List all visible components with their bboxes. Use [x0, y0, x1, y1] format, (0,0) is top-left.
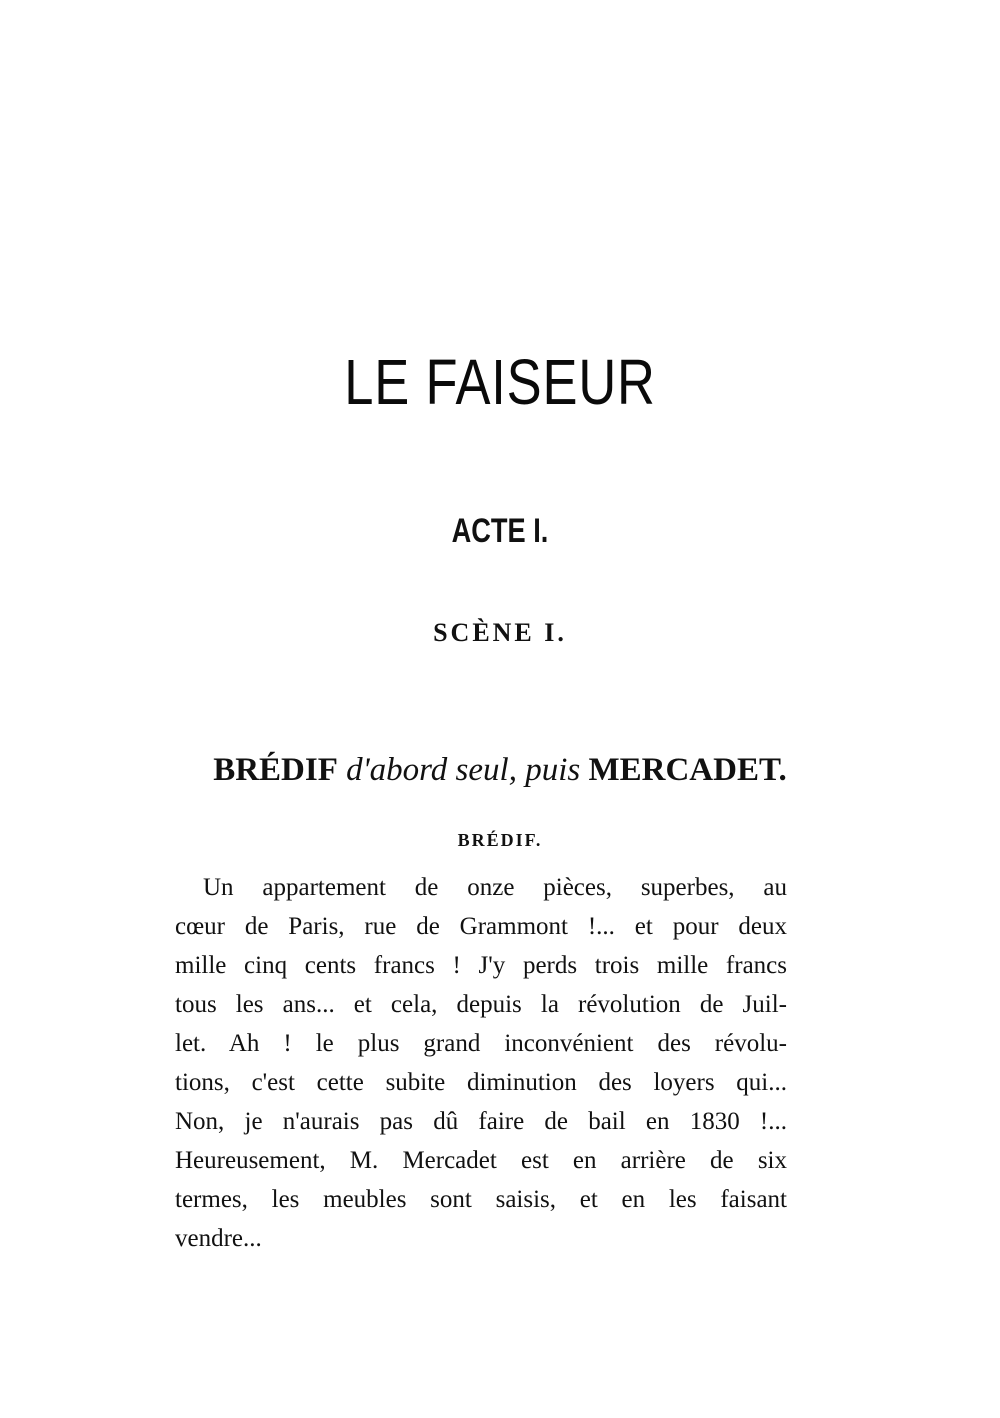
text-line: mille cinq cents francs ! J'y perds trois mille francs	[175, 952, 787, 979]
text-line: Non, je n'aurais pas dû faire de bail en 1830 !...	[175, 1108, 787, 1135]
play-title: LE FAISEUR	[344, 346, 656, 418]
cast-conjunction: puis	[525, 752, 581, 788]
dialogue-text	[175, 868, 787, 1258]
text-line: Heureusement, M. Mercadet est en arrière de six	[175, 1147, 787, 1174]
text-line: tous les ans... et cela, depuis la révolution de Juil-	[175, 991, 787, 1018]
scene-heading: SCÈNE I.	[433, 618, 567, 647]
cast-stage-direction: d'abord seul,	[346, 752, 517, 788]
text-line: cœur de Paris, rue de Grammont !... et pour deux	[175, 913, 787, 940]
cast-line	[0, 752, 1000, 789]
cast-name-bredif: BRÉDIF	[213, 752, 338, 788]
text-line: vendre...	[175, 1225, 262, 1252]
act-heading: ACTE I.	[451, 512, 549, 550]
speaker-label: BRÉDIF.	[457, 830, 543, 850]
cast-name-mercadet: MERCADET.	[588, 752, 787, 788]
text-line: Un appartement de onze pièces, superbes, au	[203, 874, 787, 901]
text-line: termes, les meubles sont saisis, et en les faisant	[175, 1186, 787, 1213]
text-line: tions, c'est cette subite diminution des loyers qui...	[175, 1069, 787, 1096]
text-line: let. Ah ! le plus grand inconvénient des révolu-	[175, 1030, 787, 1057]
